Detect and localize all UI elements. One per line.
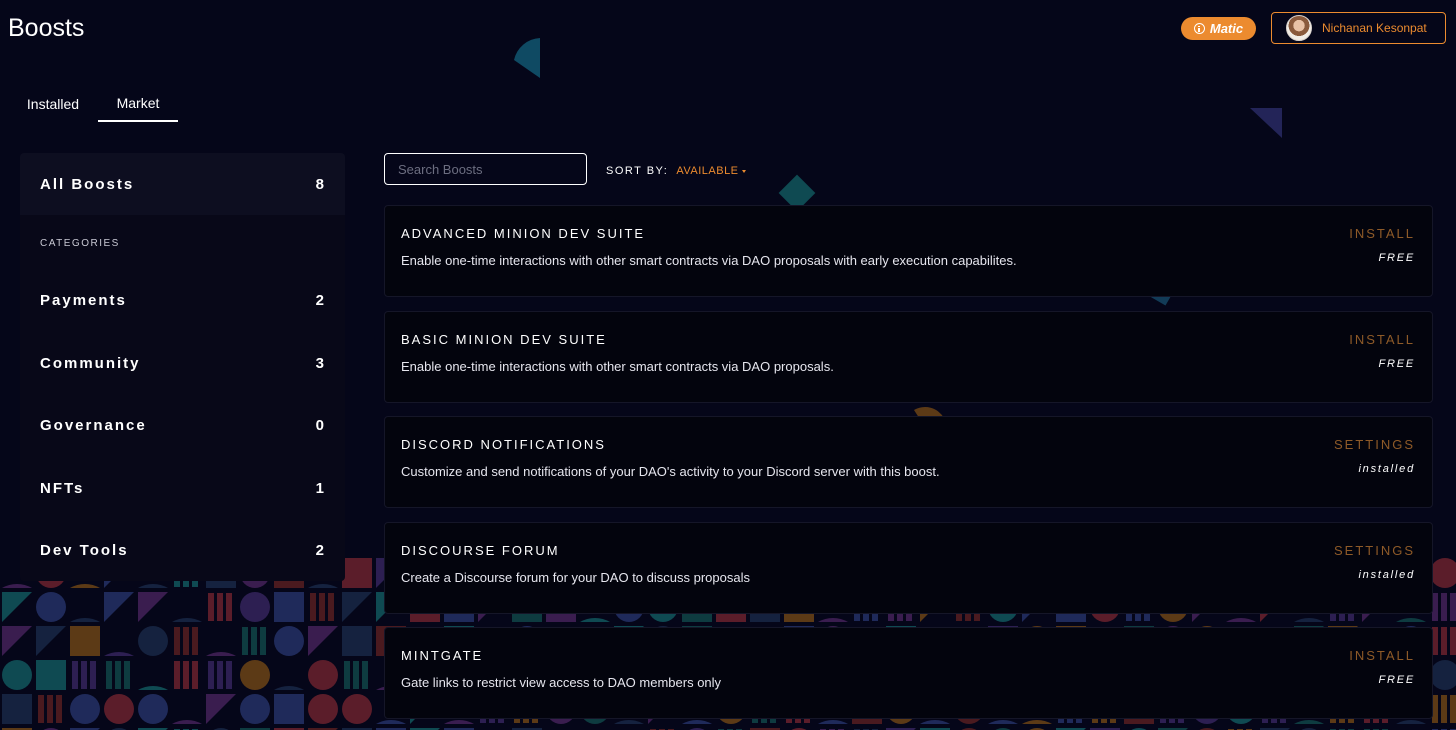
- boost-name: ADVANCED MINION DEV SUITE: [401, 226, 646, 241]
- background-shape: [308, 694, 338, 724]
- install-button[interactable]: INSTALL: [1349, 226, 1415, 241]
- background-shape: [376, 720, 406, 724]
- installed-status: installed: [1358, 569, 1415, 581]
- background-shape: [206, 652, 236, 656]
- background-shape: [328, 593, 334, 621]
- background-shape: [70, 618, 100, 622]
- sort-dropdown[interactable]: [676, 165, 745, 177]
- background-shape: [206, 694, 236, 724]
- background-shape: [183, 661, 189, 689]
- boost-name: DISCORD NOTIFICATIONS: [401, 437, 606, 452]
- sidebar-item-governance[interactable]: [20, 405, 345, 445]
- background-shape: [208, 661, 214, 689]
- background-shape: [1396, 618, 1426, 622]
- background-shape: [106, 661, 112, 689]
- background-shape: [818, 720, 848, 724]
- background-shape: [240, 660, 270, 690]
- background-shape: [251, 627, 257, 655]
- background-shape: [38, 695, 44, 723]
- sidebar-item-label: Community: [40, 354, 141, 372]
- background-shape: [104, 694, 134, 724]
- background-shape: [308, 660, 338, 690]
- background-shape: [274, 592, 304, 622]
- background-shape: [580, 618, 610, 622]
- background-shape: [682, 720, 712, 724]
- user-profile-button[interactable]: [1271, 12, 1446, 44]
- sidebar-item-count: 3: [315, 354, 324, 372]
- install-button[interactable]: INSTALL: [1349, 648, 1415, 663]
- background-shape: [192, 627, 198, 655]
- boost-description: Enable one-time interactions with other smart contracts via DAO proposals.: [401, 359, 834, 374]
- background-shape: [1450, 593, 1456, 621]
- background-shape: [614, 720, 644, 724]
- sidebar-item-count: 1: [315, 479, 324, 497]
- tab-market[interactable]: Market: [98, 86, 178, 122]
- background-shape: [260, 627, 266, 655]
- sidebar-item-label: NFTs: [40, 479, 85, 497]
- sidebar-item-label: Payments: [40, 291, 127, 309]
- background-shape: [36, 660, 66, 690]
- sort-control: [606, 165, 746, 177]
- background-shape: [72, 661, 78, 689]
- background-shape: [174, 627, 180, 655]
- background-shape: [342, 694, 372, 724]
- background-shape: [1294, 618, 1324, 622]
- background-shape: [56, 695, 62, 723]
- boost-price: FREE: [1378, 252, 1415, 264]
- background-shape: [217, 593, 223, 621]
- tab-installed[interactable]: Installed: [26, 96, 80, 112]
- sort-label: SORT BY:: [606, 165, 669, 177]
- background-shape: [240, 694, 270, 724]
- background-shape: [115, 661, 121, 689]
- background-shape: [172, 720, 202, 724]
- background-shape: [90, 661, 96, 689]
- background-shape: [2, 584, 32, 588]
- background-shape: [138, 694, 168, 724]
- boost-card: [384, 522, 1433, 614]
- boost-price: FREE: [1378, 358, 1415, 370]
- background-shape: [1226, 618, 1256, 622]
- background-shape: [1250, 108, 1282, 138]
- background-shape: [226, 593, 232, 621]
- search-input[interactable]: [384, 153, 587, 185]
- background-shape: [353, 661, 359, 689]
- background-shape: [308, 584, 338, 588]
- background-shape: [36, 592, 66, 622]
- background-shape: [988, 720, 1018, 724]
- background-shape: [1430, 660, 1456, 690]
- background-shape: [217, 661, 223, 689]
- background-shape: [342, 558, 372, 588]
- background-shape: [319, 593, 325, 621]
- sidebar-item-dev-tools[interactable]: [20, 530, 345, 570]
- background-shape: [36, 626, 66, 656]
- background-shape: [514, 38, 540, 78]
- background-shape: [274, 686, 304, 690]
- background-shape: [192, 661, 198, 689]
- background-shape: [1430, 558, 1456, 588]
- background-shape: [444, 720, 474, 724]
- background-shape: [1450, 627, 1456, 655]
- background-shape: [2, 660, 32, 690]
- background-shape: [70, 584, 100, 588]
- background-shape: [47, 695, 53, 723]
- boost-description: Gate links to restrict view access to DAO members only: [401, 675, 722, 690]
- sidebar-item-label: Governance: [40, 416, 147, 434]
- background-shape: [1396, 720, 1426, 724]
- installed-status: installed: [1358, 463, 1415, 475]
- background-shape: [274, 626, 304, 656]
- background-shape: [183, 627, 189, 655]
- background-shape: [1441, 593, 1447, 621]
- network-badge[interactable]: [1181, 17, 1256, 40]
- sort-value: AVAILABLE: [676, 165, 739, 177]
- background-shape: [104, 652, 134, 656]
- background-shape: [1294, 720, 1324, 724]
- background-shape: [274, 694, 304, 724]
- network-label: Matic: [1209, 21, 1244, 36]
- background-shape: [2, 626, 32, 656]
- background-shape: [240, 592, 270, 622]
- background-shape: [174, 661, 180, 689]
- background-shape: [362, 661, 368, 689]
- sidebar-item-all-boosts[interactable]: [20, 153, 345, 215]
- boost-card: [384, 416, 1433, 508]
- background-shape: [81, 661, 87, 689]
- background-shape: [2, 592, 32, 622]
- background-shape: [104, 592, 134, 622]
- boost-description: Create a Discourse forum for your DAO to discuss proposals: [401, 570, 750, 585]
- settings-button[interactable]: SETTINGS: [1333, 543, 1415, 558]
- background-shape: [342, 626, 372, 656]
- sidebar-item-community[interactable]: [20, 343, 345, 383]
- background-shape: [1441, 695, 1447, 723]
- background-shape: [138, 584, 168, 588]
- background-shape: [308, 626, 338, 656]
- background-shape: [124, 661, 130, 689]
- boost-description: Customize and send notifications of your DAO's activity to your Discord server with this boost.: [401, 464, 940, 479]
- background-shape: [818, 618, 848, 622]
- boost-card: [384, 627, 1433, 719]
- background-shape: [310, 593, 316, 621]
- background-shape: [208, 593, 214, 621]
- boost-name: BASIC MINION DEV SUITE: [401, 332, 607, 347]
- boost-name: DISCOURSE FORUM: [401, 543, 560, 558]
- boost-description: Enable one-time interactions with other smart contracts via DAO proposals with early execution capabilites.: [401, 253, 1017, 268]
- background-shape: [920, 720, 950, 724]
- boost-name: MINTGATE: [401, 648, 484, 663]
- sidebar-item-count: 2: [315, 291, 324, 309]
- background-shape: [138, 592, 168, 622]
- categories-heading: CATEGORIES: [40, 238, 120, 249]
- boost-card: [384, 205, 1433, 297]
- background-shape: [70, 694, 100, 724]
- avatar: [1286, 15, 1312, 41]
- background-shape: [342, 592, 372, 622]
- background-shape: [2, 694, 32, 724]
- background-shape: [344, 661, 350, 689]
- background-shape: [138, 626, 168, 656]
- sidebar-item-payments[interactable]: [20, 280, 345, 320]
- category-sidebar: [20, 153, 345, 581]
- background-shape: [226, 661, 232, 689]
- install-button[interactable]: INSTALL: [1349, 332, 1415, 347]
- info-icon: [1194, 23, 1205, 34]
- sidebar-item-count: 0: [315, 416, 324, 434]
- page-title: Boosts: [8, 14, 85, 42]
- sidebar-item-label: Dev Tools: [40, 541, 129, 559]
- boost-price: FREE: [1378, 674, 1415, 686]
- background-shape: [242, 627, 248, 655]
- background-shape: [138, 686, 168, 690]
- sidebar-item-nfts[interactable]: [20, 468, 345, 508]
- boost-card: [384, 311, 1433, 403]
- user-name: Nichanan Kesonpat: [1322, 21, 1427, 35]
- background-shape: [172, 618, 202, 622]
- background-shape: [1022, 720, 1052, 724]
- background-shape: [1441, 627, 1447, 655]
- background-shape: [70, 626, 100, 656]
- settings-button[interactable]: SETTINGS: [1333, 437, 1415, 452]
- sidebar-item-count: 8: [315, 175, 324, 193]
- background-shape: [1450, 695, 1456, 723]
- caret-down-icon: [742, 170, 746, 173]
- sidebar-item-count: 2: [315, 541, 324, 559]
- sidebar-item-label: All Boosts: [40, 175, 135, 193]
